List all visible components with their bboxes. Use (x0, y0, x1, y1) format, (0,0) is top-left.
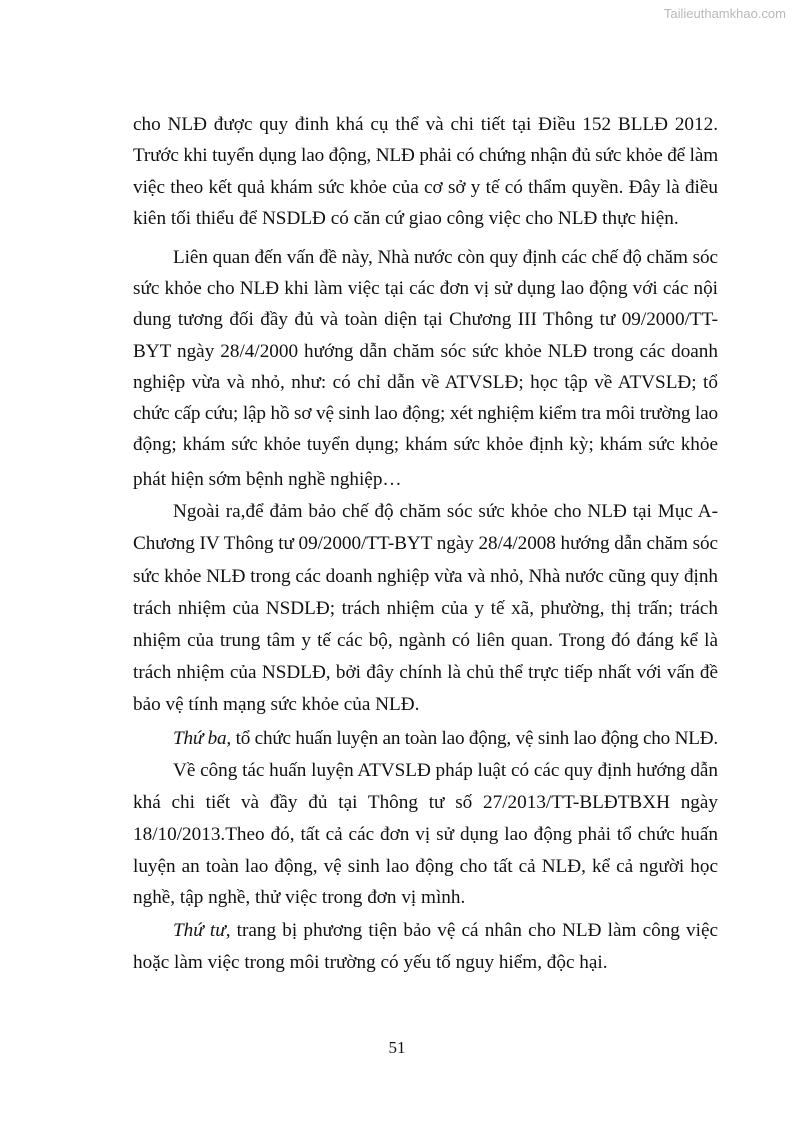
line-text: trang bị phương tiện bảo vệ cá nhân cho NLĐ làm công việc (230, 920, 718, 941)
line-text: khá chi tiết và đầy đủ tại Thông tư số 27/2013/TT-BLĐTBXH ngày (133, 792, 718, 813)
text-line (133, 277, 718, 301)
text-line (173, 919, 718, 943)
text-line (133, 207, 718, 231)
text-line (133, 823, 718, 847)
text-line (133, 629, 718, 653)
line-text: động; khám sức khỏe tuyển dụng; khám sức khỏe định kỳ; khám sức khỏe (133, 434, 718, 455)
line-text: sức khỏe NLĐ trong các doanh nghiệp vừa và nhỏ, Nhà nước cũng quy định (133, 566, 718, 587)
line-text: việc theo kết quả khám sức khỏe của cơ sở y tế có thẩm quyền. Đây là điều (133, 177, 718, 198)
line-text: 18/10/2013.Theo đó, tất cả các đơn vị sử dụng lao động phải tổ chức huấn (133, 824, 718, 845)
line-text: Chương IV Thông tư 09/2000/TT-BYT ngày 28/4/2008 hướng dẫn chăm sóc (133, 533, 718, 554)
text-line (133, 951, 718, 975)
text-line (133, 402, 718, 426)
text-line (133, 113, 718, 137)
text-line (173, 727, 718, 751)
text-line (133, 144, 718, 168)
line-text: tổ chức huấn luyện an toàn lao động, vệ sinh lao động cho NLĐ. (231, 728, 718, 749)
text-line (133, 886, 718, 910)
line-text: phát hiện sớm bệnh nghề nghiệp… (133, 469, 402, 490)
text-line (133, 791, 718, 815)
text-line (133, 468, 718, 492)
text-line (133, 308, 718, 332)
text-line (133, 597, 718, 621)
text-line (133, 371, 718, 395)
text-line (133, 565, 718, 589)
text-line (173, 500, 718, 524)
line-text: nghiệp vừa và nhỏ, như: có chỉ dẫn về ATVSLĐ; học tập về ATVSLĐ; tổ (133, 372, 718, 393)
text-line (133, 340, 718, 364)
line-text: chức cấp cứu; lập hồ sơ vệ sinh lao động; xét nghiệm kiểm tra môi trường lao (133, 403, 718, 424)
line-text: Trước khi tuyển dụng lao động, NLĐ phải có chứng nhận đủ sức khỏe để làm (133, 145, 718, 166)
line-text: kiên tối thiểu để NSDLĐ có căn cứ giao công việc cho NLĐ thực hiện. (133, 208, 679, 229)
line-text: dung tương đối đầy đủ và toàn diện tại Chương III Thông tư 09/2000/TT- (133, 309, 718, 330)
text-line (133, 661, 718, 685)
line-text: trách nhiệm của NSDLĐ, bởi đây chính là chủ thể trực tiếp nhất với vấn đề (133, 662, 718, 683)
italic-lead: Thứ ba, (173, 728, 231, 749)
text-line (173, 759, 718, 783)
italic-lead: Thứ tư, (173, 920, 231, 941)
line-text: bảo vệ tính mạng sức khỏe của NLĐ. (133, 694, 420, 715)
text-line (173, 246, 718, 270)
text-line (133, 532, 718, 556)
line-text: nhiệm của trung tâm y tế các bộ, ngành có liên quan. Trong đó đáng kể là (133, 630, 718, 651)
line-text: trách nhiệm của NSDLĐ; trách nhiệm của y tế xã, phường, thị trấn; trách (133, 598, 718, 619)
line-text: hoặc làm việc trong môi trường có yếu tố nguy hiểm, độc hại. (133, 952, 608, 973)
line-text: cho NLĐ được quy đinh khá cụ thể và chi tiết tại Điều 152 BLLĐ 2012. (133, 114, 718, 135)
line-text: sức khỏe cho NLĐ khi làm việc tại các đơn vị sử dụng lao động với các nội (133, 278, 718, 299)
text-line (133, 855, 718, 879)
line-text: Ngoài ra,để đảm bảo chế độ chăm sóc sức khỏe cho NLĐ tại Mục A- (173, 501, 718, 522)
line-text: Liên quan đến vấn đề này, Nhà nước còn quy định các chế độ chăm sóc (173, 247, 718, 268)
line-text: BYT ngày 28/4/2000 hướng dẫn chăm sóc sức khỏe NLĐ trong các doanh (133, 341, 718, 362)
page-number: 51 (388, 1038, 406, 1057)
text-line (133, 433, 718, 457)
line-text: Về công tác huấn luyện ATVSLĐ pháp luật có các quy định hướng dẫn (173, 760, 718, 781)
watermark: Tailieuthamkhao.com (663, 6, 786, 21)
line-text: luyện an toàn lao động, vệ sinh lao động cho tất cả NLĐ, kể cả người học (133, 856, 718, 877)
text-line (133, 693, 718, 717)
text-line (133, 176, 718, 200)
line-text: nghề, tập nghề, thử việc trong đơn vị mình. (133, 887, 466, 908)
